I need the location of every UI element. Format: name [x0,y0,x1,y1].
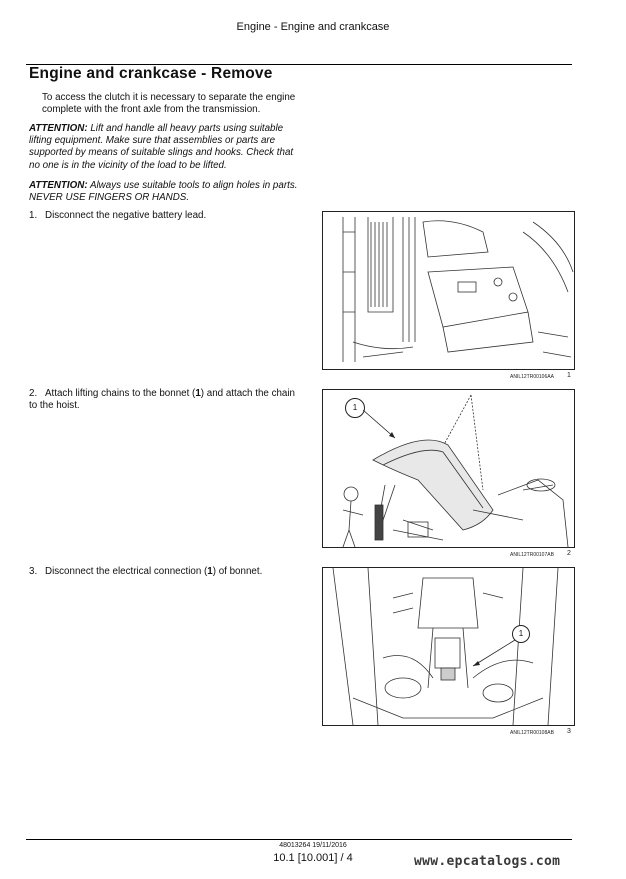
figure-caption: ANIL12TR00107AB [510,552,554,558]
attention-label: ATTENTION: [29,180,88,191]
callout-ref: 1 [195,388,201,399]
step-number: 3. [29,566,38,577]
figure-number: 3 [567,728,571,735]
attention-text: Lift and handle all heavy parts using suitable lifting equipment. Make sure that assemblies or parts are supported by means of suitable slings and hooks. Check that no one is in the vicinity of the load to be lifted. [29,123,294,171]
page-number: 10.1 [10.001] / 4 [273,852,353,864]
step-1 [29,210,301,222]
step-2 [29,388,301,412]
figure-number: 1 [567,372,571,379]
attention-note-lifting [29,123,301,172]
attention-text: Always use suitable tools to align holes in parts. NEVER USE FINGERS OR HANDS. [29,180,298,204]
callout-circle-1: 1 [345,398,365,418]
step-3 [29,566,301,578]
step-text: Disconnect the negative battery lead. [45,210,207,221]
figure-bonnet-lifting-illustration [322,389,575,548]
callout-circle-1: 1 [512,625,530,643]
running-header: Engine - Engine and crankcase [236,21,390,33]
watermark: www.epcatalogs.com [414,854,561,869]
step-number: 2. [29,388,38,399]
footer-rule [26,839,572,840]
figure-caption: ANIL12TR00108AB [510,730,554,736]
page-title: Engine and crankcase - Remove [29,65,273,82]
intro-paragraph: To access the clutch it is necessary to separate the engine complete with the front axle from the transmission. [42,92,296,116]
figure-battery-illustration [322,211,575,370]
figure-number: 2 [567,550,571,557]
step-number: 1. [29,210,38,221]
step-text: Disconnect the electrical connection ( [45,566,208,577]
figure-electrical-connection-illustration [322,567,575,726]
step-text-cont: ) and attach the chain to the hoist. [29,388,295,412]
step-text-cont: ) of bonnet. [212,566,263,577]
document-code: 48013264 19/11/2016 [279,842,347,849]
attention-note-tools [29,180,301,204]
figure-caption: ANIL12TR00106AA [510,374,554,380]
step-text: Attach lifting chains to the bonnet ( [45,388,196,399]
callout-ref: 1 [207,566,213,577]
attention-label: ATTENTION: [29,123,88,134]
